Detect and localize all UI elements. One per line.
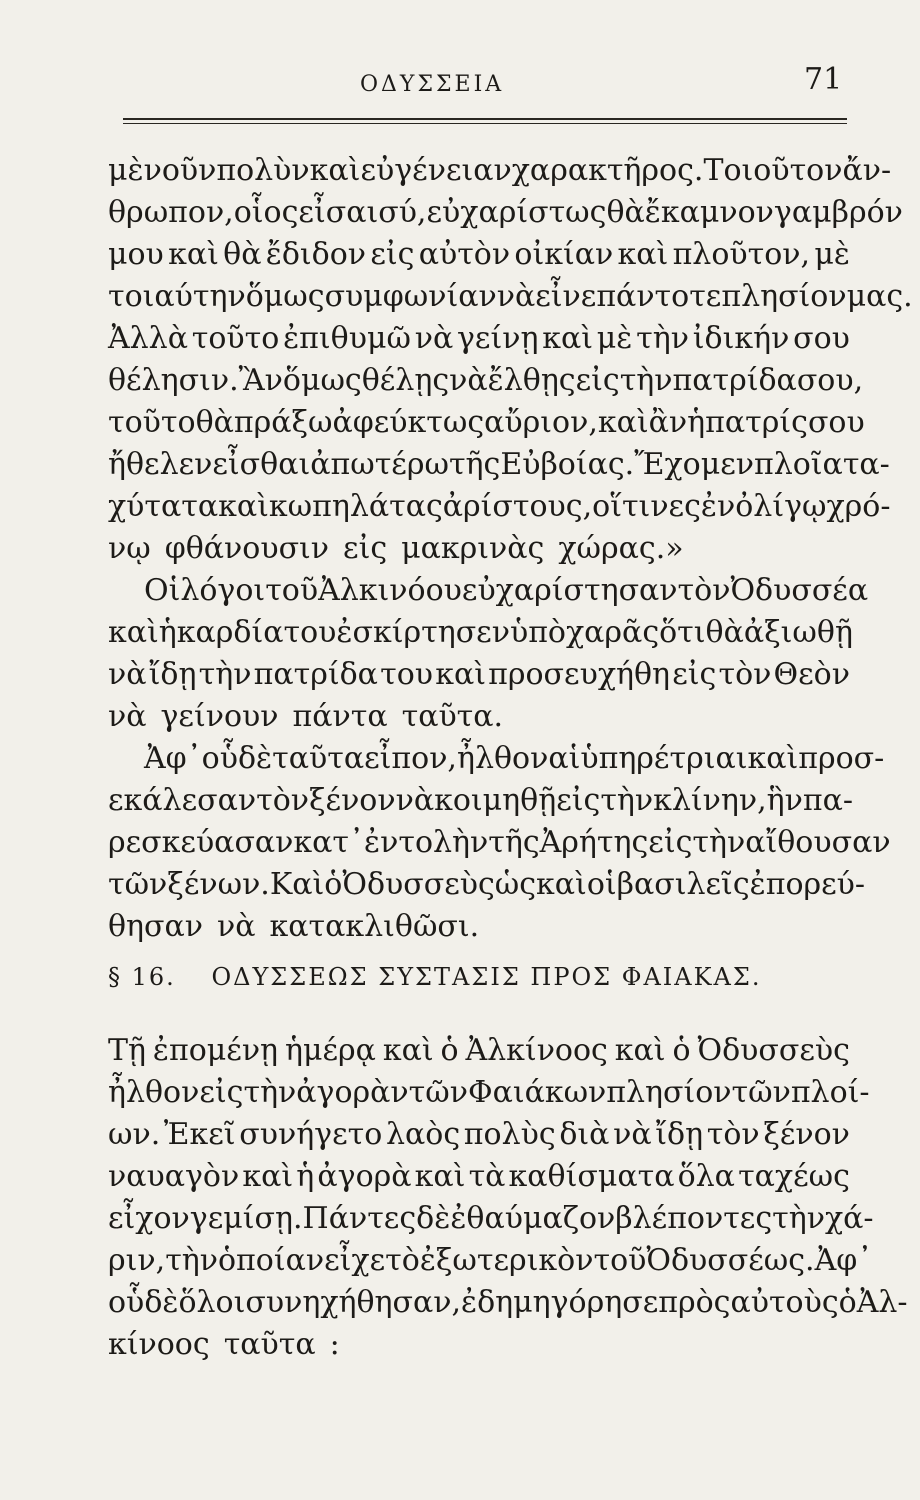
body-text-upper <box>108 150 913 948</box>
text-line: Ἀλλὰ τοῦτο ἐπιθυμῶ νὰ γείνῃ καὶ μὲ τὴν ἰδικήν σου <box>108 321 850 356</box>
text-line: ων. Ἐκεῖ συνήγετο λαὸς πολὺς διὰ νὰ ἴδῃ τὸν ξένον <box>108 1117 850 1152</box>
text-line: ρεσκεύασαν κατ᾽ ἐντολὴν τῆς Ἀρήτης εἰς τὴν αἴθουσαν <box>108 825 891 860</box>
body-text-lower <box>108 1030 908 1366</box>
section-number: § 16. <box>108 963 176 991</box>
text-line: χύτατα καὶ κωπηλάτας ἀρίστους, οἵτινες ἐν ὀλίγῳ χρό- <box>108 489 891 524</box>
text-line: νῳ φθάνουσιν εἰς μακρινὰς χώρας.» <box>108 531 684 566</box>
header-rule-thin <box>123 123 847 124</box>
text-line: ἦλθον εἰς τὴν ἀγορὰν τῶν Φαιάκων πλησίον τῶν πλοί- <box>108 1075 870 1110</box>
text-line: Οἱ λόγοι τοῦ Ἀλκινόου εὐχαρίστησαν τὸν Ὀδυσσέα <box>144 573 869 608</box>
section-heading <box>108 955 850 999</box>
text-line: νὰ γείνουν πάντα ταῦτα. <box>108 699 504 734</box>
text-line: θρωπον, οἷος εἶσαι σύ, εὐχαρίστως θὰ ἔκαμνον γαμβρόν <box>108 195 903 230</box>
text-line: θησαν νὰ κατακλιθῶσι. <box>108 909 480 944</box>
header-rule <box>123 118 847 120</box>
running-header <box>0 62 920 102</box>
page-number: 71 <box>804 62 843 97</box>
text-line: τῶν ξένων. Καὶ ὁ Ὀδυσσεὺς ὡς καὶ οἱ βασιλεῖς ἐπορεύ- <box>108 867 866 902</box>
text-line: εκάλεσαν τὸν ξένον νὰ κοιμηθῇ εἰς τὴν κλίνην, ἣν πα- <box>108 783 853 818</box>
paragraph-4 <box>108 1030 908 1366</box>
text-line: ριν, τὴν ὁποίαν εἶχε τὸ ἐξωτερικὸν τοῦ Ὀδυσσέως. Ἀφ᾽ <box>108 1243 873 1278</box>
paragraph-3 <box>108 738 891 948</box>
text-line: μὲ νοῦν πολὺν καὶ εὐγένειαν χαρακτῆρος. Τοιοῦτον ἄν- <box>108 153 892 188</box>
text-line: Ἀφ᾽ οὗ δὲ ταῦτα εἶπον, ἦλθον αἱ ὑπηρέτριαι καὶ προσ- <box>144 741 885 776</box>
paragraph-2 <box>108 570 869 738</box>
text-line: τοιαύτην ὅμως συμφωνίαν νὰ εἶνε πάντοτε πλησίον μας. <box>108 279 913 314</box>
text-line: ναυαγὸν καὶ ἡ ἀγορὰ καὶ τὰ καθίσματα ὅλα ταχέως <box>108 1159 850 1194</box>
text-line: οὗ δὲ ὅλοι συνηχήθησαν, ἐδημηγόρησε πρὸς αὐτοὺς ὁ Ἀλ- <box>108 1285 908 1320</box>
text-line: θέλησιν. Ἂν ὅμως θέλῃς νὰ ἔλθῃς εἰς τὴν πατρίδα σου, <box>108 363 864 398</box>
text-line: ἤθελεν εἶσθαι ἀπωτέρω τῆς Εὐβοίας. Ἔχομεν πλοῖα τα- <box>108 447 890 482</box>
text-line: καὶ ἡ καρδία του ἐσκίρτησεν ὑπὸ χαρᾶς ὅτι θὰ ἀξιωθῇ <box>108 615 853 650</box>
text-line: νὰ ἴδῃ τὴν πατρίδα του καὶ προσευχήθη εἰς τὸν Θεὸν <box>108 657 850 692</box>
text-line: τοῦτο θὰ πράξω ἀφεύκτως αὔριον, καὶ ἂν ἡ πατρίς σου <box>108 405 865 440</box>
text-line: Τῇ ἐπομένῃ ἡμέρᾳ καὶ ὁ Ἀλκίνοος καὶ ὁ Ὀδυσσεὺς <box>108 1033 850 1068</box>
text-line: μου καὶ θὰ ἔδιδον εἰς αὐτὸν οἰκίαν καὶ πλοῦτον, μὲ <box>108 237 850 272</box>
text-line: κίνοος ταῦτα : <box>108 1327 340 1362</box>
text-line: εἶχον γεμίσῃ. Πάντες δὲ ἐθαύμαζον βλέποντες τὴν χά- <box>108 1201 874 1236</box>
section-title: ΟΔΥΣΣΕΩΣ ΣΥΣΤΑΣΙΣ ΠΡΟΣ ΦΑΙΑΚΑΣ. <box>211 963 762 991</box>
running-title: ΟΔΥΣΣΕΙΑ <box>360 72 505 97</box>
paragraph-1 <box>108 150 913 570</box>
